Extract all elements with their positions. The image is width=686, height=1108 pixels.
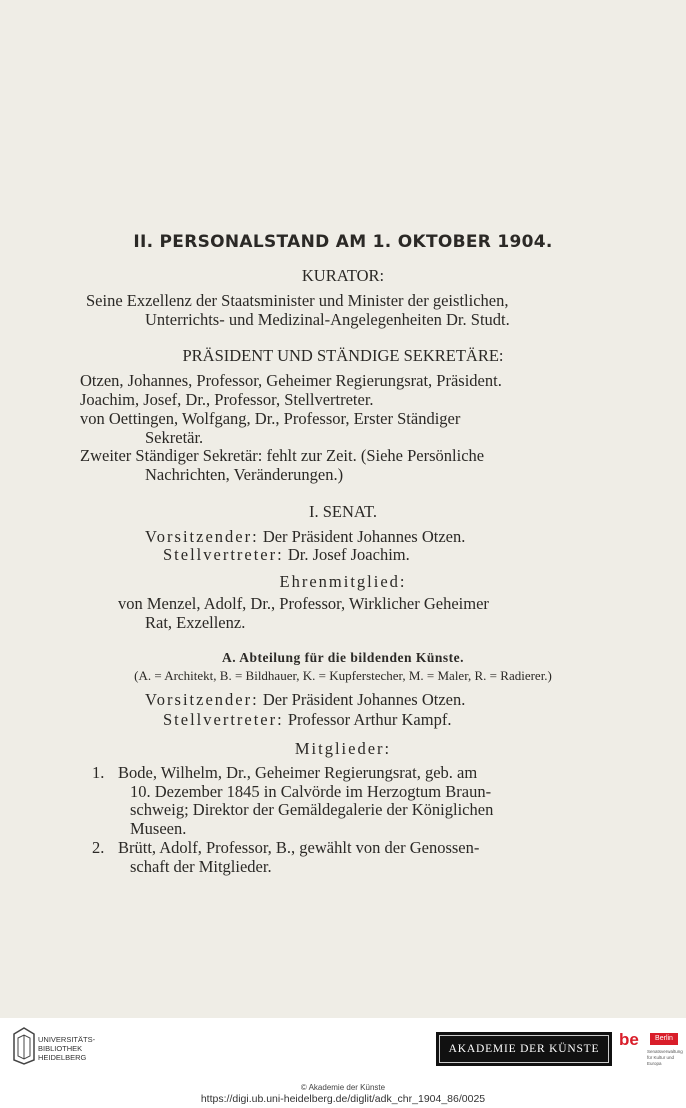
praesident-line-4: Sekretär. <box>145 428 204 447</box>
praesident-line-6: Nachrichten, Veränderungen.) <box>145 465 344 484</box>
senat-stellvertreter-label: Stellvertreter: <box>163 545 284 564</box>
member-1-text-1: Bode, Wilhelm, Dr., Geheimer Regierungsrat, geb. am <box>118 763 478 782</box>
ehrenmitglied-line-2: Rat, Exzellenz. <box>145 613 246 632</box>
abteilung-vorsitzender-value: Der Präsident Johannes Otzen. <box>262 690 466 709</box>
ehrenmitglied-label: Ehrenmitglied: <box>279 572 407 591</box>
abteilung-stellvertreter-value: Professor Arthur Kampf. <box>287 710 452 729</box>
senat-vorsitzender-label: Vorsitzender: <box>145 527 259 546</box>
ub-heidelberg-label: UNIVERSITÄTS- BIBLIOTHEK HEIDELBERG <box>38 1035 96 1062</box>
member-2-line-1 <box>92 838 479 858</box>
member-1-line-3: schweig; Direktor der Gemäldegalerie der Königlichen <box>130 800 494 819</box>
kurator-line-2: Unterrichts- und Medizinal-Angelegenheiten Dr. Studt. <box>145 310 510 329</box>
ub-heidelberg-logo-icon[interactable] <box>10 1026 38 1066</box>
praesident-line-3: von Oettingen, Wolfgang, Dr., Professor, Erster Ständiger <box>80 409 461 428</box>
senat-stellvertreter-value: Dr. Josef Joachim. <box>287 545 410 564</box>
berlin-senat-logo[interactable] <box>619 1030 683 1069</box>
senat-vorsitzender-value: Der Präsident Johannes Otzen. <box>262 527 466 546</box>
akademie-der-kuenste-logo[interactable] <box>436 1032 612 1066</box>
abteilung-title: A. Abteilung für die bildenden Künste. <box>222 650 464 665</box>
page-heading: II. PERSONALSTAND AM 1. OKTOBER 1904. <box>133 232 553 252</box>
senat-vorsitzender <box>145 527 465 547</box>
member-2-line-2: schaft der Mitglieder. <box>130 857 272 876</box>
member-1-line-2: 10. Dezember 1845 in Calvörde im Herzogtum Braun- <box>130 782 492 801</box>
be-mark: be <box>619 1030 639 1049</box>
member-1-line-1 <box>92 763 477 783</box>
permalink-url[interactable]: https://digi.ub.uni-heidelberg.de/diglit/adk_chr_1904_86/0025 <box>200 1093 486 1105</box>
mitglieder-label: Mitglieder: <box>294 739 392 758</box>
abteilung-vorsitzender <box>145 690 465 710</box>
member-1-number: 1. <box>92 763 105 782</box>
kurator-title: KURATOR: <box>301 266 385 285</box>
abteilung-legend: (A. = Architekt, B. = Bildhauer, K. = Kupferstecher, M. = Maler, R. = Radierer.) <box>134 668 552 683</box>
kurator-line-1: Seine Exzellenz der Staatsminister und Minister der geistlichen, <box>86 291 509 310</box>
ehrenmitglied-line-1: von Menzel, Adolf, Dr., Professor, Wirklicher Geheimer <box>118 594 489 613</box>
copyright-notice: © Akademie der Künste <box>300 1083 386 1092</box>
senat-title: I. SENAT. <box>309 502 377 521</box>
praesident-title: PRÄSIDENT UND STÄNDIGE SEKRETÄRE: <box>182 346 504 365</box>
member-1-line-4: Museen. <box>130 819 187 838</box>
abteilung-vorsitzender-label: Vorsitzender: <box>145 690 259 709</box>
senat-stellvertreter <box>163 545 410 565</box>
akademie-label: AKADEMIE DER KÜNSTE <box>439 1035 609 1063</box>
member-2-text-1: Brütt, Adolf, Professor, B., gewählt von der Genossen- <box>118 838 480 857</box>
praesident-line-1: Otzen, Johannes, Professor, Geheimer Regierungsrat, Präsident. <box>80 371 502 390</box>
be-sub-label: Senatsverwaltung für Kultur und Europa <box>647 1049 683 1066</box>
abteilung-stellvertreter-label: Stellvertreter: <box>163 710 284 729</box>
be-berlin-label: Berlin <box>650 1033 678 1045</box>
praesident-line-2: Joachim, Josef, Dr., Professor, Stellvertreter. <box>80 390 374 409</box>
member-2-number: 2. <box>92 838 105 857</box>
abteilung-stellvertreter <box>163 710 451 730</box>
praesident-line-5: Zweiter Ständiger Sekretär: fehlt zur Zeit. (Siehe Persönliche <box>80 446 485 465</box>
